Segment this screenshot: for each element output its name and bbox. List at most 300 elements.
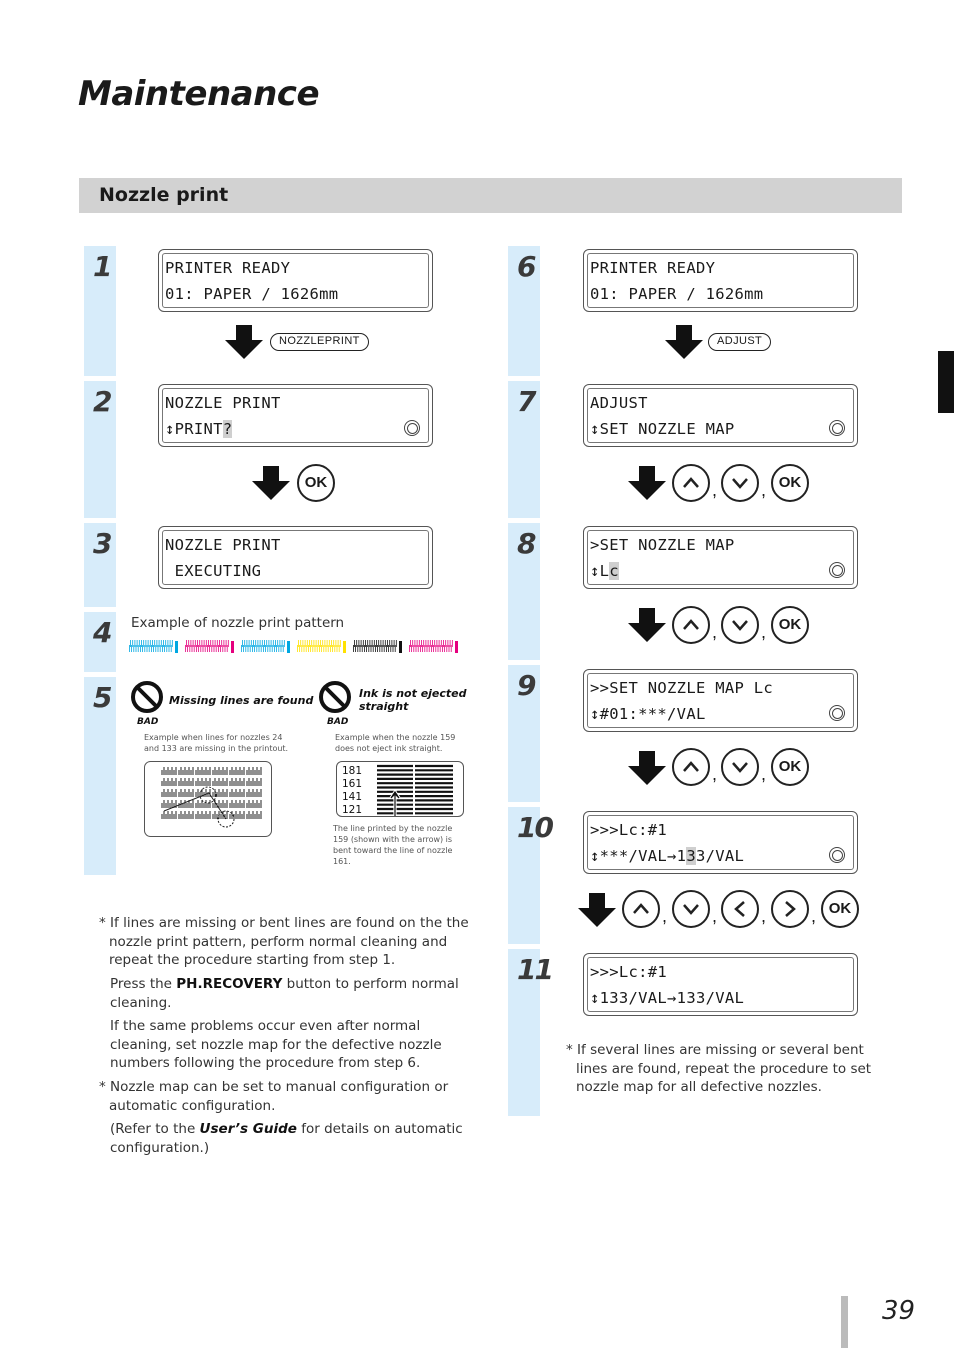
pattern-line <box>261 645 262 652</box>
pattern-line <box>298 640 299 647</box>
note-ph-recovery: Press the PH.RECOVERY button to perform normal cleaning. <box>110 976 459 1011</box>
pattern-line <box>445 640 446 647</box>
note-missing-lines: * If lines are missing or bent lines are found on the the nozzle print pattern, perform normal cleaning and repeat the procedure starting from step 1. <box>99 915 469 968</box>
pattern-line <box>384 645 385 652</box>
lcd-line-1: NOZZLE PRINT <box>165 536 281 554</box>
pattern-line <box>137 640 138 647</box>
pattern-line <box>359 640 360 647</box>
pattern-line <box>278 645 279 652</box>
pattern-line <box>264 640 265 647</box>
pattern-line <box>430 640 431 647</box>
pattern-line <box>318 640 319 647</box>
up-button[interactable] <box>672 464 710 502</box>
pattern-line <box>438 645 439 652</box>
ok-button[interactable]: OK <box>297 464 335 502</box>
down-arrow-icon <box>628 751 666 785</box>
lcd-display <box>583 953 858 1016</box>
pattern-line <box>336 640 337 647</box>
pattern-line <box>441 640 442 647</box>
lcd-line-2: ↕***/VAL→133/VAL <box>590 847 745 865</box>
step-7-marker: 7 <box>508 381 540 518</box>
pattern-line <box>248 645 249 652</box>
pattern-line <box>138 645 139 652</box>
pattern-line <box>392 640 393 647</box>
pattern-line <box>245 645 246 652</box>
pattern-line <box>282 640 283 647</box>
pattern-line <box>300 640 301 647</box>
step-4-marker: 4 <box>84 612 116 672</box>
pattern-line <box>317 645 318 652</box>
chevron-down-icon <box>730 615 750 635</box>
pattern-line <box>450 640 451 647</box>
pattern-line <box>140 645 141 652</box>
jog-dial-icon <box>829 562 845 578</box>
pattern-line <box>270 645 271 652</box>
pattern-line <box>338 640 339 647</box>
pattern-line <box>216 645 217 652</box>
pattern-line <box>148 640 149 647</box>
pattern-line <box>214 645 215 652</box>
pattern-line <box>412 640 413 647</box>
pattern-line <box>228 640 229 647</box>
pattern-line <box>169 645 170 652</box>
pattern-line <box>272 645 273 652</box>
missing-lines-diagram <box>144 761 272 837</box>
pattern-line <box>413 645 414 652</box>
pattern-line <box>208 640 209 647</box>
pattern-line <box>263 645 264 652</box>
pattern-line <box>152 640 153 647</box>
pattern-line <box>389 640 390 647</box>
up-button[interactable] <box>622 890 660 928</box>
nozzle-pattern-strip <box>129 640 467 654</box>
chevron-up-icon <box>681 757 701 777</box>
pattern-line <box>433 645 434 652</box>
pattern-caption: Example of nozzle print pattern <box>131 615 345 631</box>
section-header <box>79 178 902 213</box>
prohibited-icon <box>318 680 352 714</box>
pattern-line <box>165 640 166 647</box>
pattern-line <box>362 645 363 652</box>
step-8-marker: 8 <box>508 523 540 660</box>
pattern-line <box>224 640 225 647</box>
step-2-marker: 2 <box>84 381 116 518</box>
pattern-line <box>222 645 223 652</box>
pattern-line <box>428 640 429 647</box>
pattern-line <box>325 640 326 647</box>
pattern-line <box>198 645 199 652</box>
step-9-marker: 9 <box>508 665 540 802</box>
pattern-line <box>162 645 163 652</box>
pattern-line <box>207 645 208 652</box>
nozzle-row-label: 181 <box>342 765 363 777</box>
ok-button[interactable]: OK <box>771 464 809 502</box>
bent-line-footnote: The line printed by the nozzle 159 (shown with the arrow) is bent toward the line of nozzle 161. <box>333 824 453 866</box>
up-button[interactable] <box>672 748 710 786</box>
pattern-line <box>326 645 327 652</box>
pattern-line <box>221 640 222 647</box>
pattern-line <box>168 640 169 647</box>
lcd-line-1: PRINTER READY <box>590 259 716 277</box>
pattern-line <box>439 640 440 647</box>
down-arrow-icon <box>665 325 703 359</box>
lcd-line-1: >SET NOZZLE MAP <box>590 536 735 554</box>
pattern-line <box>308 645 309 652</box>
chevron-down-icon <box>730 757 750 777</box>
pattern-line <box>431 645 432 652</box>
pattern-line <box>204 640 205 647</box>
pattern-line <box>135 640 136 647</box>
up-button[interactable] <box>672 606 710 644</box>
pattern-line <box>220 645 221 652</box>
bad-title: Missing lines are found <box>169 694 314 707</box>
jog-dial-icon <box>829 420 845 436</box>
pattern-line <box>356 640 357 647</box>
pattern-line <box>136 645 137 652</box>
lcd-line-1: PRINTER READY <box>165 259 291 277</box>
pattern-line <box>197 640 198 647</box>
pattern-line <box>311 640 312 647</box>
pattern-line <box>382 645 383 652</box>
pattern-line <box>387 640 388 647</box>
pattern-line <box>370 640 371 647</box>
pattern-line <box>379 645 380 652</box>
down-button[interactable] <box>721 464 759 502</box>
pattern-line <box>320 640 321 647</box>
pattern-line <box>142 645 143 652</box>
pattern-line <box>393 645 394 652</box>
ok-button[interactable]: OK <box>771 748 809 786</box>
lcd-line-2: ↕SET NOZZLE MAP <box>590 420 735 438</box>
bad-title: Ink is not ejected straight <box>359 687 467 713</box>
comma: , <box>662 906 668 926</box>
pattern-line <box>301 645 302 652</box>
chevron-down-icon <box>681 899 701 919</box>
nozzle-row-label: 121 <box>342 804 363 816</box>
pattern-block <box>287 641 290 653</box>
pattern-line <box>329 640 330 647</box>
pattern-line <box>360 645 361 652</box>
note-set-nozzle-map: If the same problems occur even after normal cleaning, set nozzle map for the defective nozzle numbers following the procedure from step 6. <box>110 1018 442 1071</box>
step-6-marker: 6 <box>508 246 540 376</box>
pattern-line <box>378 640 379 647</box>
pattern-line <box>304 645 305 652</box>
pattern-line <box>155 645 156 652</box>
bad-description: Example when the nozzle 159 does not eject ink straight. <box>335 733 456 753</box>
pattern-line <box>449 645 450 652</box>
pattern-line <box>377 645 378 652</box>
pattern-line <box>386 645 387 652</box>
pattern-line <box>310 645 311 652</box>
pattern-line <box>388 645 389 652</box>
pattern-line <box>321 645 322 652</box>
pattern-line <box>226 640 227 647</box>
right-button[interactable] <box>771 890 809 928</box>
pattern-line <box>395 645 396 652</box>
pattern-line <box>357 645 358 652</box>
pattern-line <box>265 645 266 652</box>
pattern-line <box>424 645 425 652</box>
step-10-marker: 10 <box>508 807 540 944</box>
pattern-line <box>141 640 142 647</box>
pattern-line <box>322 640 323 647</box>
pattern-line <box>409 645 410 652</box>
down-arrow-icon <box>628 466 666 500</box>
lcd-display <box>583 669 858 732</box>
left-button[interactable] <box>721 890 759 928</box>
lcd-line-2: ↕Lc <box>590 562 619 580</box>
nozzle-row-label: 141 <box>342 791 363 803</box>
pattern-line <box>363 640 364 647</box>
pattern-line <box>217 640 218 647</box>
pattern-line <box>434 640 435 647</box>
pattern-line <box>429 645 430 652</box>
comma: , <box>761 480 767 500</box>
pattern-line <box>390 645 391 652</box>
pattern-line <box>192 645 193 652</box>
pattern-block <box>343 641 346 653</box>
pattern-line <box>151 645 152 652</box>
pattern-line <box>215 640 216 647</box>
pattern-line <box>213 640 214 647</box>
pattern-line <box>312 645 313 652</box>
pattern-line <box>422 645 423 652</box>
pattern-line <box>364 645 365 652</box>
pattern-line <box>210 640 211 647</box>
pattern-line <box>227 645 228 652</box>
pattern-line <box>196 645 197 652</box>
pattern-line <box>420 645 421 652</box>
pattern-line <box>376 640 377 647</box>
pattern-line <box>186 640 187 647</box>
pattern-line <box>172 640 173 647</box>
pattern-line <box>258 640 259 647</box>
pattern-line <box>211 645 212 652</box>
lcd-line-1: NOZZLE PRINT <box>165 394 281 412</box>
pattern-line <box>423 640 424 647</box>
pattern-line <box>446 645 447 652</box>
lcd-display <box>158 249 433 312</box>
pattern-line <box>421 640 422 647</box>
page-number-bar <box>841 1296 848 1348</box>
pattern-line <box>249 640 250 647</box>
down-button[interactable] <box>721 748 759 786</box>
chevron-down-icon <box>730 473 750 493</box>
step-5-marker: 5 <box>84 677 116 875</box>
pattern-line <box>330 645 331 652</box>
pattern-line <box>247 640 248 647</box>
pattern-line <box>164 645 165 652</box>
pattern-line <box>394 640 395 647</box>
pattern-line <box>385 640 386 647</box>
pattern-line <box>426 640 427 647</box>
pattern-line <box>170 640 171 647</box>
pattern-line <box>206 640 207 647</box>
pattern-line <box>163 640 164 647</box>
pattern-line <box>144 645 145 652</box>
pattern-line <box>259 645 260 652</box>
pattern-line <box>415 640 416 647</box>
lcd-display <box>158 384 433 447</box>
chapter-tab <box>938 351 954 413</box>
down-button[interactable] <box>672 890 710 928</box>
pattern-line <box>314 640 315 647</box>
pattern-line <box>417 640 418 647</box>
pattern-line <box>273 640 274 647</box>
lcd-display <box>583 526 858 589</box>
page-title: Maintenance <box>78 74 320 114</box>
jog-dial-icon <box>829 705 845 721</box>
pattern-line <box>143 640 144 647</box>
lcd-line-2: ↕133/VAL→133/VAL <box>590 989 745 1007</box>
pattern-line <box>432 640 433 647</box>
pattern-line <box>199 640 200 647</box>
pattern-line <box>189 645 190 652</box>
pattern-line <box>283 645 284 652</box>
pattern-line <box>297 645 298 652</box>
lcd-line-1: >>SET NOZZLE MAP Lc <box>590 679 774 697</box>
pattern-block <box>175 641 178 653</box>
pattern-line <box>303 640 304 647</box>
ok-button[interactable]: OK <box>821 890 859 928</box>
comma: , <box>712 764 718 784</box>
pattern-line <box>153 645 154 652</box>
note-users-guide: (Refer to the User’s Guide for details on automatic configuration.) <box>110 1121 463 1156</box>
pattern-line <box>159 640 160 647</box>
pattern-line <box>160 645 161 652</box>
pattern-line <box>193 640 194 647</box>
adjust-key[interactable]: ADJUST <box>708 333 771 351</box>
step-3-marker: 3 <box>84 523 116 607</box>
pattern-line <box>149 645 150 652</box>
comma: , <box>761 764 767 784</box>
pattern-line <box>281 645 282 652</box>
pattern-line <box>191 640 192 647</box>
pattern-line <box>316 640 317 647</box>
lcd-line-1: ADJUST <box>590 394 648 412</box>
pattern-line <box>435 645 436 652</box>
pattern-line <box>150 640 151 647</box>
pattern-line <box>381 640 382 647</box>
pattern-line <box>443 640 444 647</box>
lcd-line-2: 01: PAPER / 1626mm <box>165 285 339 303</box>
pattern-line <box>315 645 316 652</box>
pattern-line <box>129 645 130 652</box>
pattern-line <box>444 645 445 652</box>
nozzleprint-key[interactable]: NOZZLEPRINT <box>270 333 369 351</box>
pattern-line <box>269 640 270 647</box>
down-button[interactable] <box>721 606 759 644</box>
pattern-line <box>299 645 300 652</box>
pattern-line <box>361 640 362 647</box>
pattern-line <box>275 640 276 647</box>
pattern-line <box>146 640 147 647</box>
lcd-display <box>583 811 858 874</box>
pattern-line <box>440 645 441 652</box>
pattern-line <box>367 640 368 647</box>
pattern-line <box>375 645 376 652</box>
pattern-block <box>455 641 458 653</box>
lcd-line-2: 01: PAPER / 1626mm <box>590 285 764 303</box>
pattern-line <box>158 645 159 652</box>
pattern-line <box>161 640 162 647</box>
pattern-line <box>354 640 355 647</box>
chevron-up-icon <box>681 473 701 493</box>
pattern-line <box>262 640 263 647</box>
pattern-line <box>368 645 369 652</box>
comma: , <box>712 480 718 500</box>
pattern-line <box>448 640 449 647</box>
chevron-up-icon <box>681 615 701 635</box>
pattern-line <box>331 640 332 647</box>
pattern-line <box>323 645 324 652</box>
pattern-line <box>280 640 281 647</box>
lcd-line-2: EXECUTING <box>165 562 262 580</box>
down-arrow-icon <box>578 893 616 927</box>
note-configuration: * Nozzle map can be set to manual configuration or automatic configuration. <box>99 1079 449 1114</box>
pattern-line <box>271 640 272 647</box>
pattern-line <box>256 645 257 652</box>
pattern-line <box>242 640 243 647</box>
pattern-line <box>373 645 374 652</box>
pattern-line <box>328 645 329 652</box>
pattern-line <box>225 645 226 652</box>
pattern-line <box>305 640 306 647</box>
pattern-line <box>133 645 134 652</box>
pattern-line <box>437 640 438 647</box>
pattern-line <box>209 645 210 652</box>
pattern-line <box>427 645 428 652</box>
section-title: Nozzle print <box>99 184 229 206</box>
comma: , <box>712 906 718 926</box>
pattern-line <box>451 645 452 652</box>
pattern-line <box>452 640 453 647</box>
nozzle-row-label: 161 <box>342 778 363 790</box>
lcd-line-2: ↕#01:***/VAL <box>590 705 706 723</box>
pattern-line <box>194 645 195 652</box>
pattern-line <box>277 640 278 647</box>
pattern-line <box>371 645 372 652</box>
pattern-line <box>131 645 132 652</box>
pattern-line <box>340 640 341 647</box>
pattern-line <box>139 640 140 647</box>
pattern-line <box>339 645 340 652</box>
pattern-line <box>171 645 172 652</box>
pattern-line <box>442 645 443 652</box>
pattern-line <box>147 645 148 652</box>
pattern-line <box>252 645 253 652</box>
pattern-line <box>254 645 255 652</box>
jog-dial-icon <box>404 420 420 436</box>
pattern-line <box>218 645 219 652</box>
step-11-marker: 11 <box>508 949 540 1116</box>
pattern-line <box>355 645 356 652</box>
pattern-line <box>250 645 251 652</box>
pattern-block <box>231 641 234 653</box>
ok-button[interactable]: OK <box>771 606 809 644</box>
pattern-line <box>200 645 201 652</box>
pattern-line <box>205 645 206 652</box>
lcd-line-1: >>>Lc:#1 <box>590 963 668 981</box>
pattern-line <box>154 640 155 647</box>
pattern-line <box>203 645 204 652</box>
pattern-line <box>416 645 417 652</box>
pattern-line <box>132 640 133 647</box>
bent-line-diagram <box>336 761 464 817</box>
pattern-line <box>307 640 308 647</box>
down-arrow-icon <box>252 466 290 500</box>
pattern-line <box>266 640 267 647</box>
